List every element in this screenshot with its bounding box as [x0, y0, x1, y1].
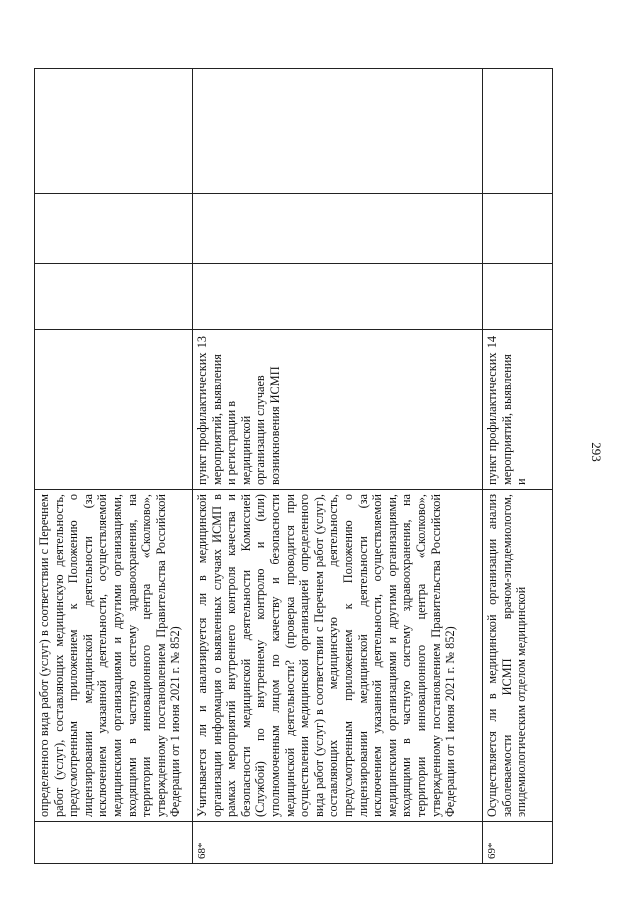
row-number: 13: [195, 336, 209, 349]
empty-cell: [193, 194, 483, 264]
empty-cell: [35, 194, 193, 264]
row-number: 14: [485, 336, 499, 349]
empty-cell: [35, 69, 193, 194]
empty-cell: [193, 264, 483, 330]
row-star-cell: 68*: [193, 822, 483, 864]
row-star-cell: [35, 822, 193, 864]
empty-cell: [35, 264, 193, 330]
table-row: [193, 69, 483, 864]
empty-cell: [483, 264, 553, 330]
checklist-table: [34, 68, 553, 864]
reference-cell: [35, 330, 193, 490]
page-number: 293: [589, 442, 604, 462]
empty-cell: [193, 69, 483, 194]
reference-cell: [193, 330, 483, 490]
rotated-table-container: [34, 69, 552, 864]
question-cell: Учитывается ли и анализируется ли в медицинской организации информация о выявленных случаях ИСМП в рамках мероприятий внутреннего контроля качества и безопасности медицинской деятельности Комиссией (Службой) по внутреннему контролю и (или) уполномоченным лицом по качеству и безопасности медицинской деятельности? (проверка проводится при осуществлении медицинской организацией определенного вида работ (услуг) в соответствии с Перечнем работ (услуг), составляющих медицинскую деятельность, предусмотренным приложением к Положению о лицензировании медицинской деятельности (за исключением указанной деятельности, осуществляемой медицинскими организациями и другими организациями, входящими в частную систему здравоохранения, на территории инновационного центра «Сколково», утвержденному постановлением Правительства Российской Федерации от 1 июня 2021 г. № 852): [193, 490, 483, 822]
question-cell: Осуществляется ли в медицинской организации анализ заболеваемости ИСМП врачом-эпидемиологом, эпидемиологическим отделом медицинской: [483, 490, 553, 822]
question-cell: определенного вида работ (услуг) в соответствии с Перечнем работ (услуг), составляющих медицинскую деятельность, предусмотренным приложением к Положению о лицензировании медицинской деятельности (за исключением указанной деятельности, осуществляемой медицинскими организациями и другими организациями, входящими в частную систему здравоохранения, на территории инновационного центра «Сколково», утвержденному постановлением Правительства Российской Федерации от 1 июня 2021 г. № 852): [35, 490, 193, 822]
table-row: [483, 69, 553, 864]
reference-text: пункт профилактических мероприятий, выявления и: [485, 352, 529, 485]
reference-text: пункт профилактических мероприятий, выявления и регистрации в медицинской организации случаев возникновения ИСМП: [195, 352, 282, 485]
row-star-cell: 69*: [483, 822, 553, 864]
empty-cell: [483, 194, 553, 264]
empty-cell: [483, 69, 553, 194]
reference-cell: [483, 330, 553, 490]
table-row: [35, 69, 193, 864]
